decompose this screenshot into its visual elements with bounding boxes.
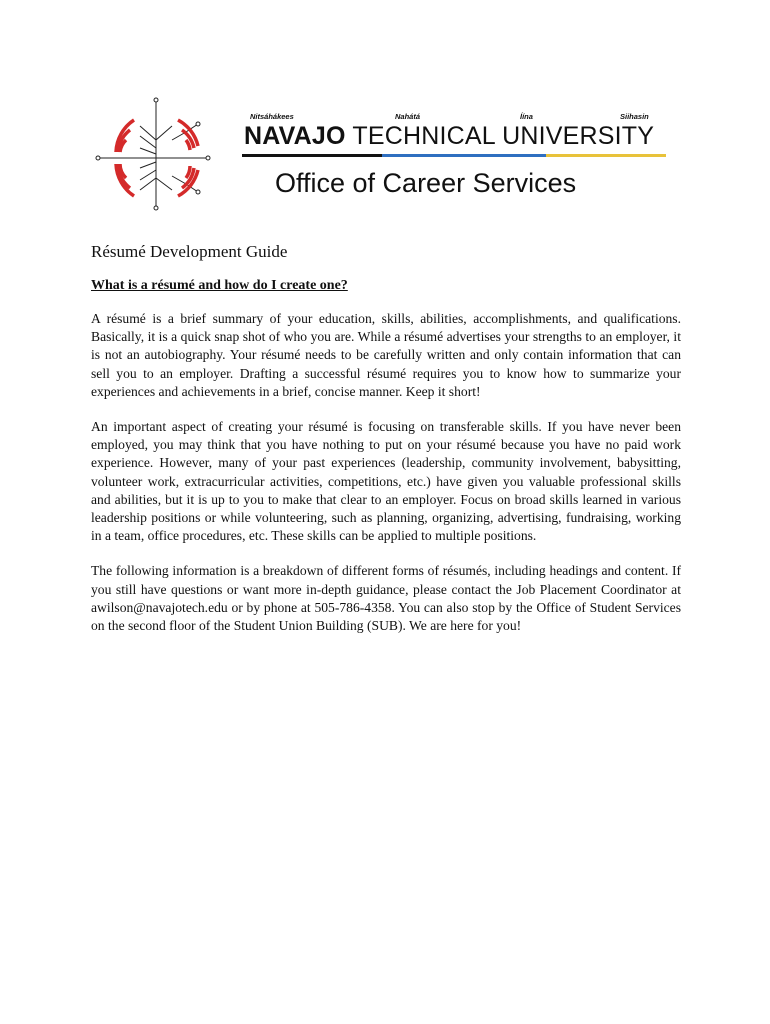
circuit-emblem-icon	[90, 96, 240, 218]
office-title: Office of Career Services	[275, 168, 577, 198]
bar-segment-blue	[382, 154, 546, 157]
section-heading: What is a résumé and how do I create one?	[91, 278, 348, 293]
tagline-3: Íína	[520, 112, 533, 121]
letterhead	[90, 96, 680, 216]
document-body	[91, 242, 681, 652]
paragraph-3: The following information is a breakdown of different forms of résumés, including headings and content. If you still have questions or want more in-depth guidance, please contact the Job Placement Coordinator at awilson@navajotech.edu or by phone at 505-786-4358. You can also stop by the Office of Student Services on the second floor of the Student Union Building (SUB). We are here for you!	[91, 563, 681, 634]
university-name-rest: TECHNICAL UNIVERSITY	[345, 122, 655, 150]
tagline-4: Siihasin	[620, 112, 649, 121]
paragraph-2: An important aspect of creating your résumé is focusing on transferable skills. If you have never been employed, you may think that you have nothing to put on your résumé because you have no paid work experience. However, many of your past experiences (leadership, community involvement, babysitting, volunteer work, extracurricular activities, competitions, etc.) have given you valuable professional skills and abilities, but it is up to you to make that clear to an employer. Focus on broad skills learned in various leadership positions or while volunteering, such as planning, organizing, advertising, fundraising, working in a team, office procedures, etc. These skills can be applied to multiple positions.	[91, 419, 681, 544]
university-name	[244, 122, 654, 151]
brand-color-bar	[242, 154, 666, 157]
tagline-2: Nahátá	[395, 112, 421, 121]
bar-segment-yellow	[546, 154, 666, 157]
university-name-bold: NAVAJO	[244, 122, 346, 150]
paragraph-1: A résumé is a brief summary of your education, skills, abilities, accomplishments, and qualifications. Basically, it is a quick snap shot of who you are. While a résumé advertises your strengths to an employer, it is not an autobiography. Your résumé needs to be carefully written and only contain information that can sell you to an employer. Drafting a successful résumé requires you to know how to summarize your experiences and achievements in a brief, concise manner. Keep it short!	[91, 311, 681, 399]
document-title: Résumé Development Guide	[91, 242, 288, 261]
bar-segment-black	[242, 154, 382, 157]
tagline-1: Nitsáhákees	[250, 112, 294, 121]
